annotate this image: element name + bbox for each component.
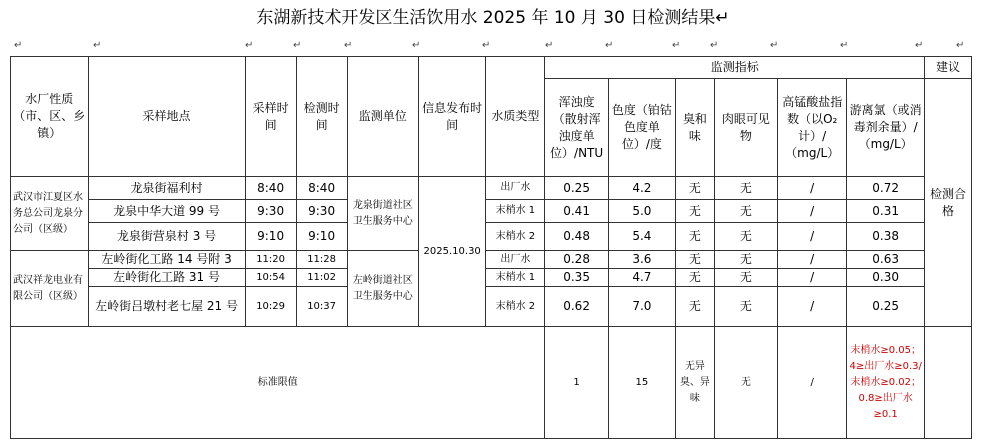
- ruler-row: ↵ ↵ ↵ ↵ ↵ ↵ ↵ ↵ ↵ ↵ ↵ ↵ ↵ ↵ ↵: [14, 40, 965, 51]
- odor-cell: 无: [676, 200, 715, 223]
- permanganate-cell: /: [778, 177, 847, 200]
- header-visible: 肉眼可见物: [714, 79, 777, 177]
- header-publish-time: 信息发布时间: [419, 57, 486, 177]
- header-permanganate: 高锰酸盐指数（以O₂计）/（mg/L）: [778, 79, 847, 177]
- water-type-cell: 末梢水 2: [486, 223, 545, 251]
- visible-cell: 无: [714, 287, 777, 327]
- table-row: [11, 251, 972, 269]
- permanganate-cell: /: [778, 223, 847, 251]
- header-location: 采样地点: [88, 57, 245, 177]
- water-type-cell: 出厂水: [486, 251, 545, 269]
- document-title: 东湖新技术开发区生活饮用水 2025 年 10 月 30 日检测结果↵: [256, 8, 730, 28]
- sample-time-cell: 9:10: [245, 223, 296, 251]
- odor-cell: 无: [676, 177, 715, 200]
- table-row: [11, 269, 972, 287]
- table-row: [11, 200, 972, 223]
- chlorine-cell: 0.72: [847, 177, 925, 200]
- limit-turbidity: 1: [545, 327, 608, 439]
- water-type-cell: 出厂水: [486, 177, 545, 200]
- chlorine-cell: 0.38: [847, 223, 925, 251]
- location-cell: 左岭街化工路 14 号附 3: [88, 251, 245, 269]
- limit-chlorine: 末梢水≥0.05；4≥出厂水≥0.3/末梢水≥0.02；0.8≥出厂水≥0.1: [847, 327, 925, 439]
- location-cell: 龙泉中华大道 99 号: [88, 200, 245, 223]
- location-cell: 龙泉街营泉村 3 号: [88, 223, 245, 251]
- publish-date-cell: 2025.10.30: [419, 177, 486, 327]
- table-row: [11, 287, 972, 327]
- header-color: 色度（铂钴色度单位）/度: [608, 79, 675, 177]
- turbidity-cell: 0.35: [545, 269, 608, 287]
- permanganate-cell: /: [778, 251, 847, 269]
- plant-cell: 武汉市江夏区水务总公司龙泉分公司（区级）: [11, 177, 89, 251]
- sample-time-cell: 10:29: [245, 287, 296, 327]
- sample-time-cell: 8:40: [245, 177, 296, 200]
- turbidity-cell: 0.62: [545, 287, 608, 327]
- location-cell: 龙泉街福利村: [88, 177, 245, 200]
- odor-cell: 无: [676, 223, 715, 251]
- limit-label: 标准限值: [11, 327, 545, 439]
- limit-odor: 无异臭、异味: [676, 327, 715, 439]
- test-time-cell: 8:40: [296, 177, 347, 200]
- test-time-cell: 9:30: [296, 200, 347, 223]
- odor-cell: 无: [676, 251, 715, 269]
- table-row: [11, 223, 972, 251]
- water-type-cell: 末梢水 1: [486, 200, 545, 223]
- test-time-cell: 11:28: [296, 251, 347, 269]
- unit-cell: 左岭街道社区卫生服务中心: [347, 251, 418, 327]
- chlorine-cell: 0.63: [847, 251, 925, 269]
- visible-cell: 无: [714, 200, 777, 223]
- sample-time-cell: 10:54: [245, 269, 296, 287]
- turbidity-cell: 0.41: [545, 200, 608, 223]
- permanganate-cell: /: [778, 269, 847, 287]
- test-time-cell: 9:10: [296, 223, 347, 251]
- header-turbidity: 浑浊度（散射浑浊度单位）/NTU: [545, 79, 608, 177]
- limit-advice-cell: [924, 327, 971, 439]
- chlorine-cell: 0.31: [847, 200, 925, 223]
- turbidity-cell: 0.28: [545, 251, 608, 269]
- header-test-time: 检测时间: [296, 57, 347, 177]
- turbidity-cell: 0.48: [545, 223, 608, 251]
- limit-row: [11, 327, 972, 439]
- header-unit: 监测单位: [347, 57, 418, 177]
- header-odor: 臭和味: [676, 79, 715, 177]
- limit-permanganate: /: [778, 327, 847, 439]
- header-plant-type: 水厂性质（市、区、乡镇）: [11, 57, 89, 177]
- turbidity-cell: 0.25: [545, 177, 608, 200]
- color-cell: 5.4: [608, 223, 675, 251]
- visible-cell: 无: [714, 269, 777, 287]
- limit-visible: 无: [714, 327, 777, 439]
- water-type-cell: 末梢水 1: [486, 269, 545, 287]
- limit-color: 15: [608, 327, 675, 439]
- odor-cell: 无: [676, 287, 715, 327]
- header-water-type: 水质类型: [486, 57, 545, 177]
- plant-cell: 武汉祥龙电业有限公司（区级）: [11, 251, 89, 327]
- color-cell: 3.6: [608, 251, 675, 269]
- visible-cell: 无: [714, 177, 777, 200]
- header-advice: 建议: [924, 57, 971, 79]
- color-cell: 4.7: [608, 269, 675, 287]
- odor-cell: 无: [676, 269, 715, 287]
- chlorine-cell: 0.25: [847, 287, 925, 327]
- advice-cell: 检测合格: [924, 79, 971, 327]
- sample-time-cell: 9:30: [245, 200, 296, 223]
- test-time-cell: 11:02: [296, 269, 347, 287]
- chlorine-cell: 0.30: [847, 269, 925, 287]
- color-cell: 4.2: [608, 177, 675, 200]
- permanganate-cell: /: [778, 287, 847, 327]
- table-row: [11, 177, 972, 200]
- visible-cell: 无: [714, 251, 777, 269]
- header-chlorine: 游离氯（或消毒剂余量）/（mg/L）: [847, 79, 925, 177]
- header-indicators: 监测指标: [545, 57, 924, 79]
- unit-cell: 龙泉街道社区卫生服务中心: [347, 177, 418, 251]
- header-sample-time: 采样时间: [245, 57, 296, 177]
- visible-cell: 无: [714, 223, 777, 251]
- results-table: [10, 56, 972, 439]
- location-cell: 左岭街化工路 31 号: [88, 269, 245, 287]
- location-cell: 左岭街吕墩村老七屋 21 号: [88, 287, 245, 327]
- permanganate-cell: /: [778, 200, 847, 223]
- water-type-cell: 末梢水 2: [486, 287, 545, 327]
- sample-time-cell: 11:20: [245, 251, 296, 269]
- color-cell: 7.0: [608, 287, 675, 327]
- color-cell: 5.0: [608, 200, 675, 223]
- test-time-cell: 10:37: [296, 287, 347, 327]
